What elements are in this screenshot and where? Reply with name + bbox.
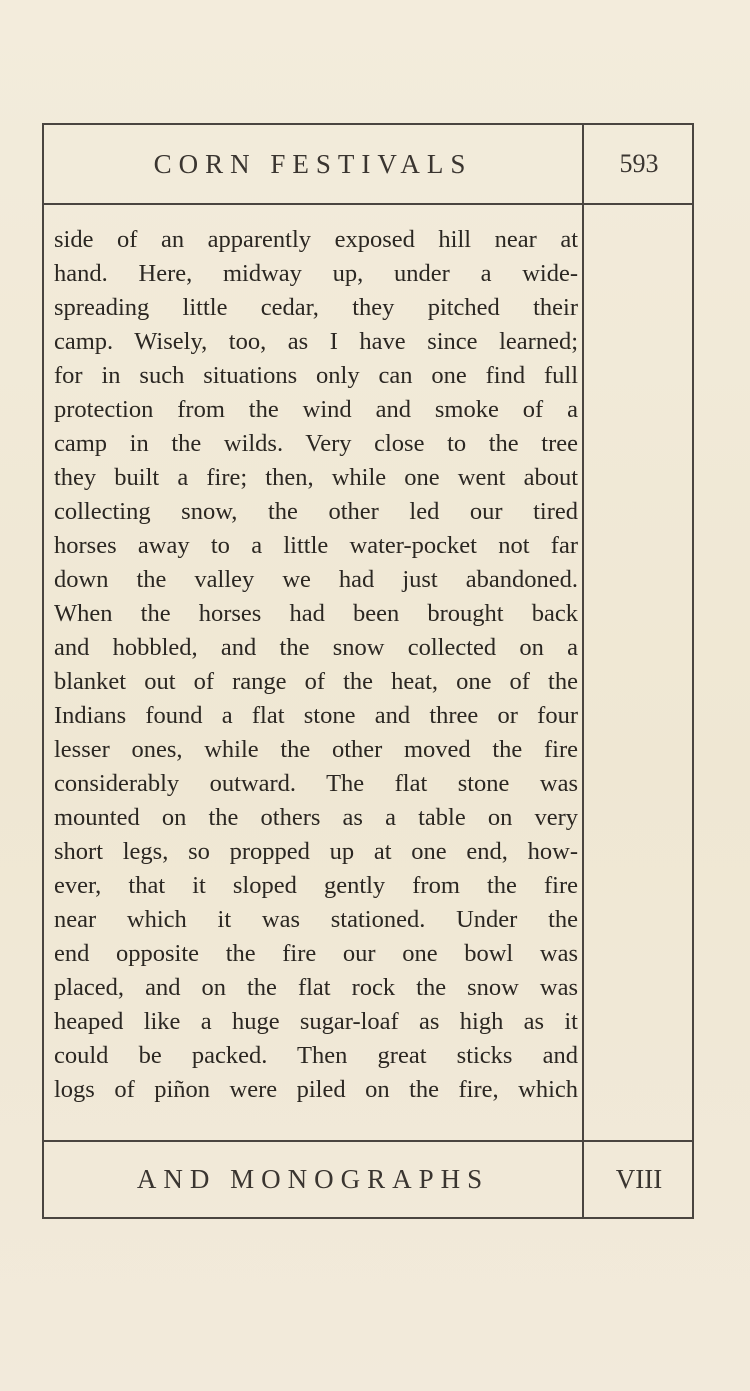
- text-line: ever, that it sloped gently from the fire: [54, 872, 578, 899]
- text-line: camp in the wilds. Very close to the tree: [54, 430, 578, 457]
- text-line: could be packed. Then great sticks and: [54, 1042, 578, 1069]
- text-line: and hobbled, and the snow collected on a: [54, 634, 578, 661]
- text-line: short legs, so propped up at one end, how-: [54, 838, 578, 865]
- text-line: camp. Wisely, too, as I have since learned;: [54, 328, 578, 355]
- text-line: down the valley we had just abandoned.: [54, 566, 578, 593]
- text-line: lesser ones, while the other moved the fire: [54, 736, 578, 763]
- running-head-title: CORN FESTIVALS: [153, 148, 473, 179]
- page-number: 593: [619, 149, 659, 178]
- text-line: side of an apparently exposed hill near at: [54, 226, 578, 253]
- text-line: blanket out of range of the heat, one of the: [54, 668, 578, 695]
- text-line: mounted on the others as a table on very: [54, 804, 578, 831]
- column-divider: [582, 125, 584, 1217]
- text-line: placed, and on the flat rock the snow was: [54, 974, 578, 1001]
- header-rule: [44, 203, 692, 205]
- text-line: they built a fire; then, while one went about: [54, 464, 578, 491]
- text-line: considerably outward. The flat stone was: [54, 770, 578, 797]
- text-line: for in such situations only can one find full: [54, 362, 578, 389]
- text-line: logs of piñon were piled on the fire, which: [54, 1076, 578, 1103]
- text-line: collecting snow, the other led our tired: [54, 498, 578, 525]
- text-line: horses away to a little water-pocket not far: [54, 532, 578, 559]
- text-line: near which it was stationed. Under the: [54, 906, 578, 933]
- text-line: Indians found a flat stone and three or four: [54, 702, 578, 729]
- text-line: heaped like a huge sugar-loaf as high as it: [54, 1008, 578, 1035]
- page-frame: [42, 123, 694, 1219]
- text-line: When the horses had been brought back: [54, 600, 578, 627]
- body-text: [54, 223, 578, 1107]
- text-line: hand. Here, midway up, under a wide-: [54, 260, 578, 287]
- text-line: spreading little cedar, they pitched their: [54, 294, 578, 321]
- running-foot-title: AND MONOGRAPHS: [136, 1164, 490, 1194]
- text-line: end opposite the fire our one bowl was: [54, 940, 578, 967]
- text-line: protection from the wind and smoke of a: [54, 396, 578, 423]
- volume-number: VIII: [615, 1164, 663, 1194]
